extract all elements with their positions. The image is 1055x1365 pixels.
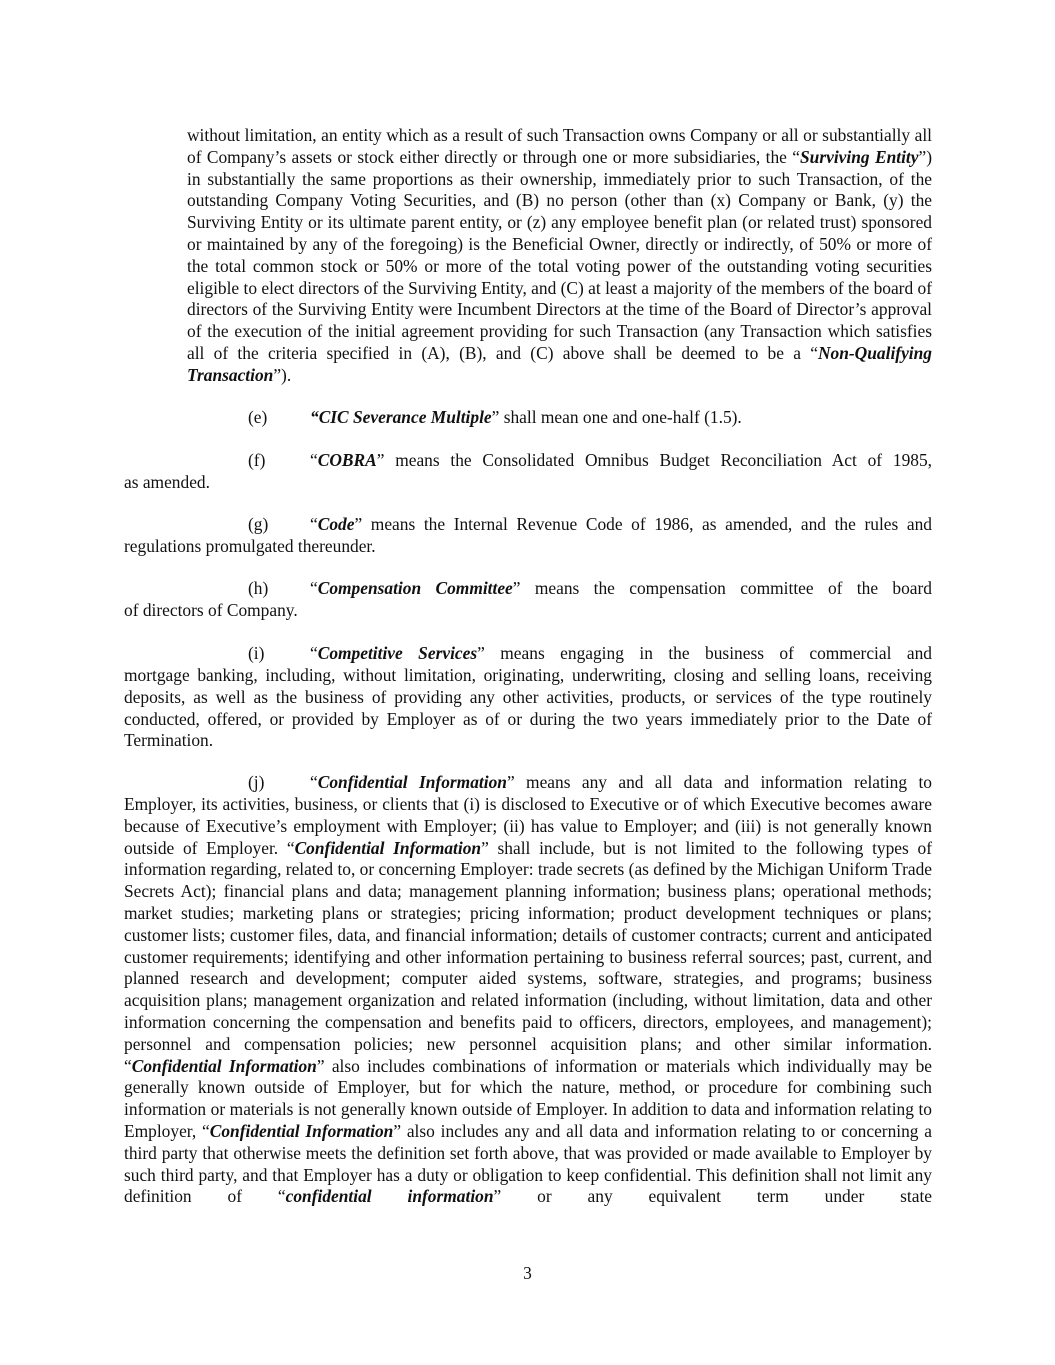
term-confidential-information-2: Confidential Information [294, 837, 482, 858]
term-code: Code [317, 514, 355, 534]
item-j-continuation: Employer, its activities, business, or clients that (i) is disclosed to Executive or of which Executive becomes aware because of Executive’s employment with Employer; (ii) has value to Employer; and (iii) is not generally known outside of Employer. “Confidential Information” shall include, but is not limited to the following types of information regarding, related to, or concerning Employer: trade secrets (as defined by the Michigan Uniform Trade Secrets Act); financial plans and data; management planning information; business plans; operational methods; market studies; marketing plans or strategies; pricing information; product development techniques or plans; customer lists; customer files, data, and financial information; details of customer contracts; current and anticipated customer requirements; identifying and other information pertaining to business referral sources; past, current, and planned research and development; computer aided systems, software, strategies, and programs; business acquisition plans; management organization and related information (including, without limitation, data and other information concerning the compensation and benefits paid to officers, directors, employees, and management); personnel and compensation policies; new personnel acquisition plans; and other similar information. “Confidential Information” also includes combinations of information or materials which individually may be generally known outside of Employer, but for which the nature, method, or procedure for combining such information or materials is not generally known outside of Employer. In addition to data and information relating to Employer, “Confidential Information” also includes any and all data and information relating to or concerning a third party that otherwise meets the definition set forth above, that was provided or made available to Employer by such third party, and that Employer has a duty or obligation to keep confidential. This definition shall not limit any definition of “confidential information” or any equivalent term under state [124, 794, 933, 1207]
item-g-label: (g) [248, 514, 269, 534]
page-number: 3 [523, 1263, 532, 1283]
term-surviving-entity: Surviving Entity [800, 146, 919, 167]
term-non-qualifying-transaction: Non-Qualifying Transaction [187, 342, 932, 385]
item-h-first-line: “Compensation Committee” means the compensation committee of the board [310, 578, 932, 598]
continuation-paragraph: without limitation, an entity which as a result of such Transaction owns Company or all or substantially all of Company’s assets or stock either directly or through one or more subsidiaries, the “Surviving Entity”) in substantially the same proportions as their ownership, immediately prior to such Transaction, of the outstanding Company Voting Securities, and (B) no person (other than (x) Company or Bank, (y) the Surviving Entity or its ultimate parent entity, or (z) any employee benefit plan (or related trust) sponsored or maintained by any of the foregoing) is the Beneficial Owner, directly or indirectly, of 50% or more of the total common stock or 50% or more of the total voting power of the outstanding voting securities eligible to elect directors of the Surviving Entity, and (C) at least a majority of the members of the board of directors of the Surviving Entity were Incumbent Directors at the time of the Board of Director’s approval of the execution of the initial agreement providing for such Transaction (any Transaction which satisfies all of the criteria specified in (A), (B), and (C) above shall be deemed to be a “Non-Qualifying Transaction”). [187, 125, 933, 385]
term-confidential-information-3: Confidential Information [131, 1055, 317, 1076]
term-cic-severance-multiple: “CIC Severance Multiple [310, 407, 492, 427]
item-f-label: (f) [248, 450, 266, 470]
item-f-first-line: “COBRA” means the Consolidated Omnibus Budget Reconciliation Act of 1985, [310, 450, 932, 470]
item-j-first-line: “Confidential Information” means any and all data and information relating to [310, 772, 932, 792]
term-confidential-information-5: confidential information [285, 1186, 494, 1207]
item-f-continuation: as amended. [124, 472, 210, 492]
item-h-continuation: of directors of Company. [124, 600, 298, 620]
term-confidential-information: Confidential Information [317, 772, 507, 792]
item-h-label: (h) [248, 578, 269, 598]
term-cobra: COBRA [317, 450, 377, 470]
item-e-text: “CIC Severance Multiple” shall mean one and one-half (1.5). [310, 407, 742, 427]
item-i-first-line: “Competitive Services” means engaging in the business of commercial and [310, 643, 933, 663]
term-competitive-services: Competitive Services [317, 643, 478, 663]
item-e-label: (e) [248, 407, 268, 427]
term-compensation-committee: Compensation Committee [317, 578, 513, 598]
term-confidential-information-4: Confidential Information [209, 1120, 394, 1141]
item-j-label: (j) [248, 772, 265, 792]
item-i-label: (i) [248, 643, 265, 663]
item-i-continuation: mortgage banking, including, without limitation, originating, underwriting, closing and selling loans, receiving deposits, as well as the business of providing any other activities, products, or services of the type routinely conducted, offered, or provided by Employer as of or during the two years immediately prior to the Date of Termination. [124, 665, 932, 751]
item-g-first-line: “Code” means the Internal Revenue Code of 1986, as amended, and the rules and [310, 514, 932, 534]
item-g-continuation: regulations promulgated thereunder. [124, 536, 376, 556]
